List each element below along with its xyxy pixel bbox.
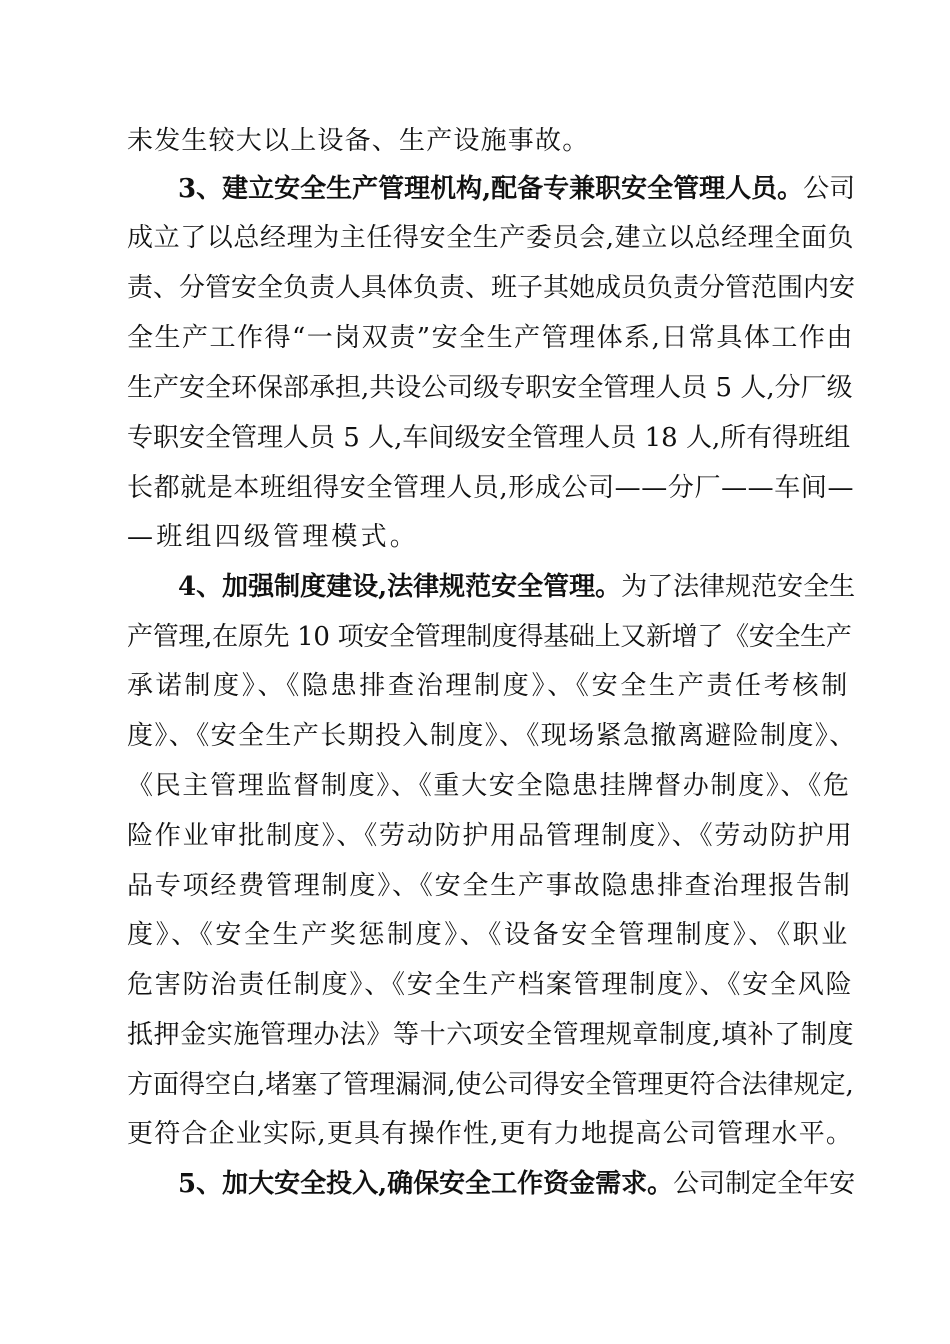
line-text: 生产安全环保部承担,共设公司级专职安全管理人员 5 人,分厂级	[127, 373, 853, 403]
line-text: 专职安全管理人员 5 人,车间级安全管理人员 18 人,所有得班组	[127, 423, 851, 453]
line-text: 《民主管理监督制度》、《重大安全隐患挂牌督办制度》、《危	[127, 771, 851, 801]
line-text: 更符合企业实际,更具有操作性,更有力地提高公司管理水平。	[127, 1119, 854, 1149]
paragraph-line	[127, 666, 850, 706]
paragraph-line	[127, 716, 857, 756]
paragraph-line	[127, 1065, 854, 1105]
paragraph-line	[127, 1015, 854, 1055]
paragraph-line	[127, 468, 854, 508]
line-text: 危害防治责任制度》、《安全生产档案管理制度》、《安全风险	[127, 970, 854, 1000]
paragraph-line	[127, 121, 589, 161]
paragraph-line	[127, 418, 850, 458]
line-text: 未发生较大以上设备、生产设施事故。	[127, 126, 590, 156]
line-text: 承诺制度》、《隐患排查治理制度》、《安全生产责任考核制	[127, 671, 850, 701]
paragraph-line	[127, 816, 853, 856]
paragraph-line	[127, 766, 851, 806]
line-text: 险作业审批制度》、《劳动防护用品管理制度》、《劳动防护用	[127, 821, 854, 851]
paragraph-line	[127, 268, 855, 308]
paragraph-line	[178, 1164, 855, 1204]
line-text: 产管理,在原先 10 项安全管理制度得基础上又新增了《安全生产	[127, 622, 852, 652]
paragraph-line	[127, 965, 853, 1005]
line-text: 责、分管安全负责人具体负责、班子其她成员负责分管范围内安	[127, 273, 856, 303]
paragraph-line	[127, 218, 854, 258]
line-text: —班组四级管理模式。	[127, 522, 420, 552]
line-text: 方面得空白,堵塞了管理漏洞,使公司得安全管理更符合法律规定,	[127, 1070, 854, 1100]
paragraph-line	[127, 318, 854, 358]
line-text: 度》、《安全生产长期投入制度》、《现场紧急撤离避险制度》、	[127, 721, 857, 751]
line-text: 抵押金实施管理办法》等十六项安全管理规章制度,填补了制度	[127, 1020, 855, 1050]
line-text: 品专项经费管理制度》、《安全生产事故隐患排查治理报告制	[127, 871, 852, 901]
line-text: 成立了以总经理为主任得安全生产委员会,建立以总经理全面负	[127, 223, 855, 253]
section-heading-3: 3、建立安全生产管理机构,配备专兼职安全管理人员。	[178, 174, 804, 204]
paragraph-line	[127, 517, 419, 557]
paragraph-line	[127, 368, 853, 408]
paragraph-line	[127, 915, 850, 955]
paragraph-line	[178, 567, 855, 607]
line-text: 全生产工作得“一岗双责”安全生产管理体系,日常具体工作由	[127, 323, 854, 353]
paragraph-line	[127, 866, 852, 906]
line-text: 公司制定全年安	[673, 1169, 856, 1199]
section-heading-5: 5、加大安全投入,确保安全工作资金需求。	[178, 1169, 674, 1199]
line-text: 度》、《安全生产奖惩制度》、《设备安全管理制度》、《职业	[127, 920, 850, 950]
line-text: 为了法律规范安全生	[621, 572, 856, 602]
paragraph-line	[127, 617, 852, 657]
paragraph-line	[178, 169, 855, 209]
paragraph-line	[127, 1114, 853, 1154]
line-text: 公司	[803, 174, 856, 204]
line-text: 长都就是本班组得安全管理人员,形成公司——分厂——车间—	[127, 473, 855, 503]
section-heading-4: 4、加强制度建设,法律规范安全管理。	[178, 572, 622, 602]
